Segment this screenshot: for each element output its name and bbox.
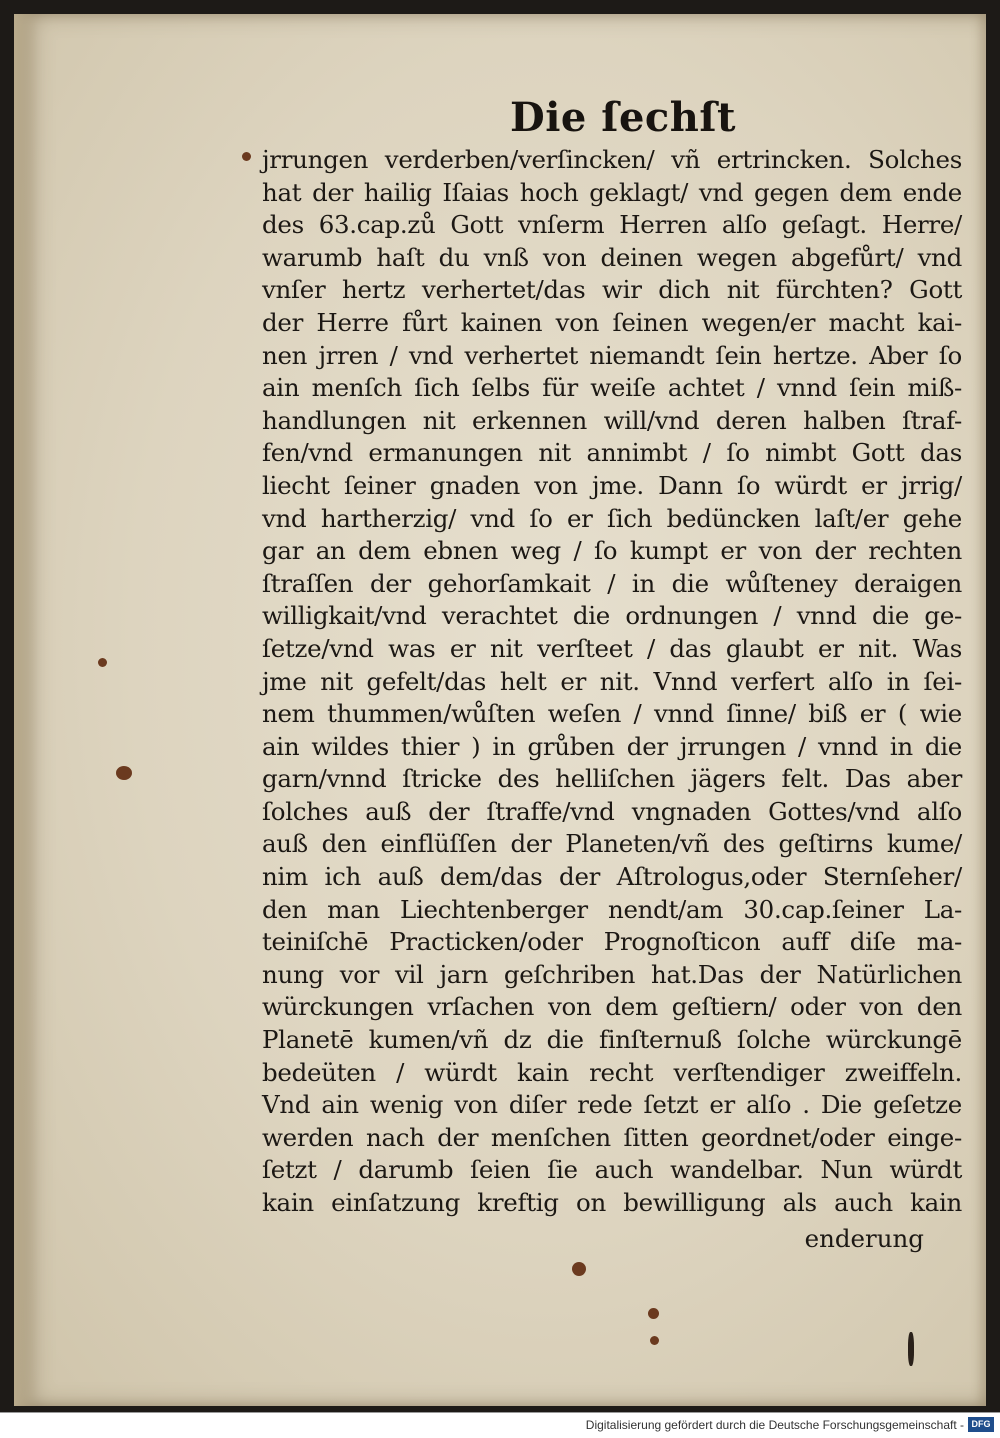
text-line: liecht ſeiner gnaden von jme. Dann ſo würdt er jrrig/	[262, 470, 962, 500]
text-line: nem thummen/wůſten weſen / vnnd ſinne/ biß er ( wie	[262, 699, 962, 729]
running-head: Die ſechſt	[510, 94, 737, 141]
text-line: jme nit gefelt/das helt er nit. Vnnd verfert alſo in ſei-	[262, 666, 962, 696]
footer-credit: Digitalisierung gefördert durch die Deutsche Forschungsgemeinschaft -	[585, 1418, 964, 1432]
text-line: ſetzt / darumb ſeien ſie auch wandelbar. Nun würdt	[262, 1155, 962, 1185]
page-gutter	[14, 14, 38, 1406]
ink-spot	[98, 658, 107, 667]
ink-spot	[116, 766, 132, 780]
text-line: ſolches auß der ſtraffe/vnd vngnaden Gottes/vnd alſo	[262, 796, 962, 826]
text-line: hat der hailig Iſaias hoch geklagt/ vnd gegen dem ende	[262, 177, 962, 207]
text-line: ain wildes thier ) in grůben der jrrungen / vnnd in die	[262, 731, 962, 761]
text-line: handlungen nit erkennen will/vnd deren halben ſtraf-	[262, 405, 962, 435]
text-line: den man Liechtenberger nendt/am 30.cap.ſeiner La-	[262, 894, 962, 924]
text-line: nim ich auß dem/das der Aſtrologus,oder Sternſeher/	[262, 862, 962, 892]
dfg-logo: DFG	[968, 1417, 994, 1432]
text-line: garn/vnnd ſtricke des helliſchen jägers felt. Das aber	[262, 764, 962, 794]
ink-spot	[242, 152, 251, 161]
text-line: teiniſchē Practicken/oder Prognoſticon auff diſe ma-	[262, 927, 962, 957]
catchword: enderung	[804, 1224, 924, 1253]
text-line: fen/vnd ermanungen nit annimbt / ſo nimbt Gott das	[262, 438, 962, 468]
text-line: gar an dem ebnen weg / ſo kumpt er von der rechten	[262, 536, 962, 566]
text-line: jrrungen verderben/verſincken/ vñ ertrincken. Solches	[262, 145, 962, 174]
ink-spot	[650, 1336, 659, 1345]
text-line: vnſer hertz verhertet/das wir dich nit fürchten? Gott	[262, 275, 962, 305]
text-line: würckungen vrſachen von dem geſtiern/ oder von den	[262, 992, 962, 1022]
text-line: auß den einflüſſen der Planeten/vñ des geſtirns kume/	[262, 829, 962, 859]
ink-mark	[908, 1332, 914, 1366]
text-line: willigkait/vnd verachtet die ordnungen / vnnd die ge-	[262, 601, 962, 631]
text-line: nung vor vil jarn geſchriben hat.Das der Natürlichen	[262, 959, 962, 989]
ink-spot	[572, 1262, 586, 1276]
text-line: kain einſatzung kreftig on bewilligung als auch kain	[262, 1188, 962, 1217]
text-line: ſetze/vnd was er nit verſteet / das glaubt er nit. Was	[262, 633, 962, 663]
text-line: Planetē kumen/vñ dz die finſternuß ſolche würckungē	[262, 1025, 962, 1055]
footer-bar	[0, 1412, 1000, 1438]
text-line: der Herre fůrt kainen von ſeinen wegen/er macht kai-	[262, 307, 962, 337]
text-line: warumb haſt du vnß von deinen wegen abgefůrt/ vnd	[262, 242, 962, 272]
text-block	[262, 144, 962, 1220]
book-page	[14, 14, 986, 1406]
ink-spot	[648, 1308, 659, 1319]
text-line: vnd hartherzig/ vnd ſo er ſich bedüncken laſt/er gehe	[262, 503, 962, 533]
text-line: Vnd ain wenig von diſer rede ſetzt er alſo . Die geſetze	[262, 1090, 962, 1120]
text-line: bedeüten / würdt kain recht verſtendiger zweiffeln.	[262, 1057, 962, 1087]
text-line: ſtraſſen der gehorſamkait / in die wůſteney deraigen	[262, 568, 962, 598]
text-line: nen jrren / vnd verhertet niemandt ſein hertze. Aber ſo	[262, 340, 962, 370]
text-line: ain menſch ſich ſelbs für weiſe achtet / vnnd ſein miß-	[262, 373, 962, 403]
text-line: werden nach der menſchen ſitten geordnet/oder einge-	[262, 1122, 962, 1152]
text-line: des 63.cap.zů Gott vnſerm Herren alſo geſagt. Herre/	[262, 210, 962, 240]
